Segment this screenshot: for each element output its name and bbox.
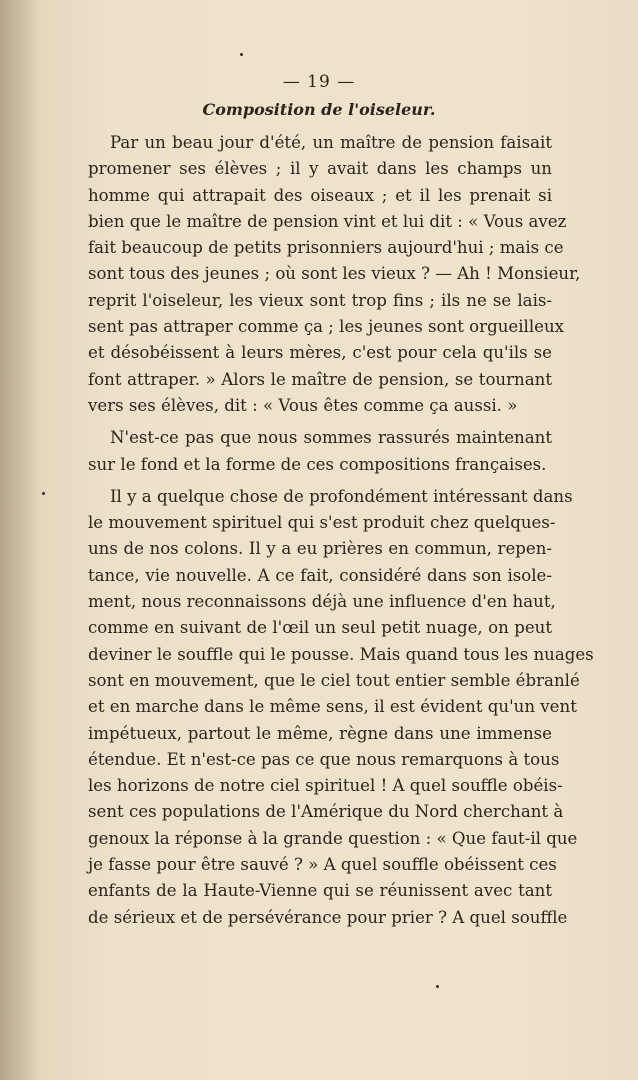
text-line: de sérieux et de persévérance pour prier ? A quel souffle xyxy=(88,907,568,927)
paper-speck xyxy=(240,53,243,56)
section-heading: Composition de l'oiseleur. xyxy=(202,100,436,119)
text-line: sent ces populations de l'Amérique du Nord cherchant à xyxy=(88,802,564,822)
text-line: enfants de la Haute-Vienne qui se réunissent avec tant xyxy=(88,881,552,901)
text-line: je fasse pour être sauvé ? » A quel souffle obéissent ces xyxy=(88,855,557,875)
text-line: bien que le maître de pension vint et lui dit : « Vous avez xyxy=(88,211,567,231)
text-line: les horizons de notre ciel spirituel ! A quel souffle obéis- xyxy=(88,776,563,796)
text-line: impétueux, partout le même, règne dans une immense xyxy=(88,723,552,743)
paragraph-oiseleur xyxy=(88,130,581,419)
text-line: N'est-ce pas que nous sommes rassurés maintenant xyxy=(110,428,552,448)
paper-speck xyxy=(42,492,45,495)
text-line: sent pas attraper comme ça ; les jeunes sont orgueilleux xyxy=(88,317,564,337)
text-line: ment, nous reconnaissons déjà une influence d'en haut, xyxy=(88,592,556,612)
text-line: sont tous des jeunes ; où sont les vieux ? — Ah ! Monsieur, xyxy=(88,264,581,284)
text-line: promener ses élèves ; il y avait dans les champs un xyxy=(88,159,552,179)
text-line: comme en suivant de l'œil un seul petit nuage, on peut xyxy=(88,618,552,638)
text-line: tance, vie nouvelle. A ce fait, considéré dans son isole- xyxy=(88,565,552,585)
text-line: homme qui attrapait des oiseaux ; et il les prenait si xyxy=(88,185,552,205)
text-line: font attraper. » Alors le maître de pension, se tournant xyxy=(88,369,552,389)
text-line: étendue. Et n'est-ce pas ce que nous remarquons à tous xyxy=(88,749,560,769)
text-line: fait beaucoup de petits prisonniers aujourd'hui ; mais ce xyxy=(88,238,564,258)
text-line: sur le fond et la forme de ces compositions françaises. xyxy=(88,454,547,474)
page-gutter-shadow xyxy=(0,0,40,1080)
text-line: sont en mouvement, que le ciel tout entier semble ébranlé xyxy=(88,670,580,690)
text-line: le mouvement spirituel qui s'est produit chez quelques- xyxy=(88,513,556,533)
text-line: uns de nos colons. Il y a eu prières en commun, repen- xyxy=(88,539,552,559)
text-line: Il y a quelque chose de profondément intéressant dans xyxy=(110,486,573,506)
paper-speck xyxy=(436,985,439,988)
body-text xyxy=(88,130,594,937)
paragraph-mouvement-spirituel xyxy=(88,484,594,931)
paragraph-compositions xyxy=(88,425,552,478)
text-line: et désobéissent à leurs mères, c'est pour cela qu'ils se xyxy=(88,343,552,363)
page-number: — 19 — xyxy=(282,72,356,92)
text-line: Par un beau jour d'été, un maître de pension faisait xyxy=(110,133,552,152)
text-line: genoux la réponse à la grande question : « Que faut-il que xyxy=(88,828,578,848)
text-line: vers ses élèves, dit : « Vous êtes comme ça aussi. » xyxy=(88,395,518,415)
text-line: deviner le souffle qui le pousse. Mais quand tous les nuages xyxy=(88,644,594,664)
text-line: et en marche dans le même sens, il est évident qu'un vent xyxy=(88,697,577,717)
text-line: reprit l'oiseleur, les vieux sont trop fins ; ils ne se lais- xyxy=(88,290,552,310)
